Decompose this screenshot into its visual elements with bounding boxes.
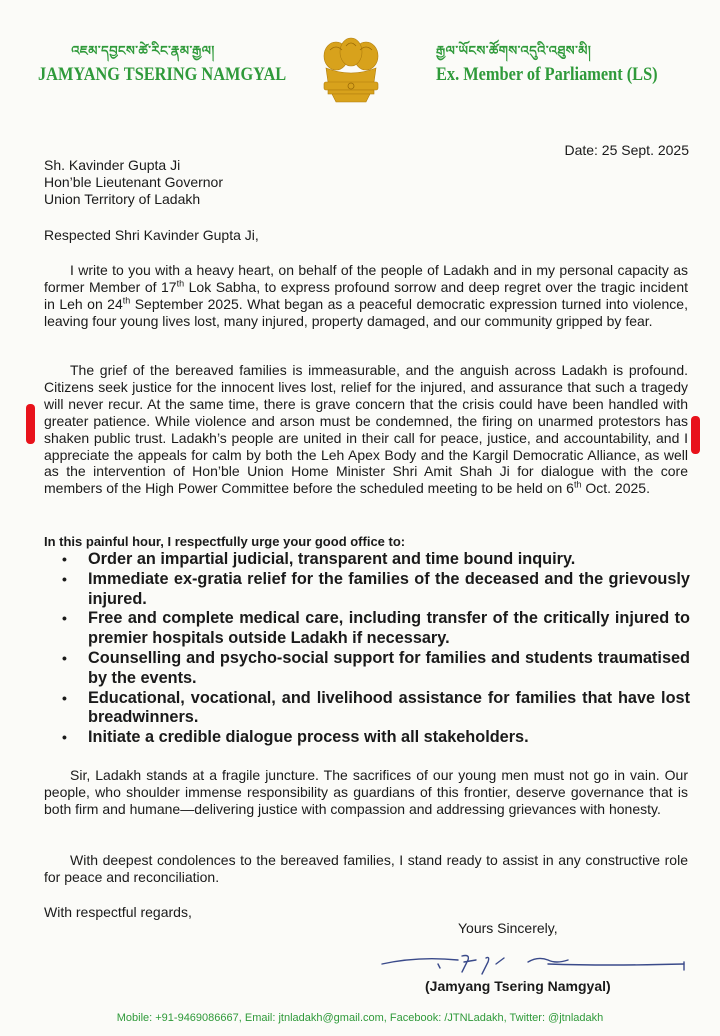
paragraph-4: With deepest condolences to the bereaved families, I stand ready to assist in any constructive role for peace and reconciliation.	[44, 852, 688, 885]
list-item: • Initiate a credible dialogue process with all stakeholders.	[62, 728, 529, 747]
sender-title: Ex. Member of Parliament (LS)	[436, 64, 658, 85]
contact-footer: Mobile: +91-9469086667, Email: jtnladakh@gmail.com, Facebook: /JTNLadakh, Twitter: @jtnladakh	[116, 1012, 604, 1024]
tibetan-name: འཇམ་དབྱངས་ཚེ་རིང་རྣམ་རྒྱལ།	[71, 44, 215, 59]
list-item: • Educational, vocational, and livelihood assistance for families that have lost breadwinners.	[62, 688, 690, 727]
sender-name: JAMYANG TSERING NAMGYAL	[38, 64, 287, 85]
tibetan-title: རྒྱལ་ཡོངས་ཚོགས་འདུའི་འཐུས་མི།	[436, 44, 592, 59]
recipient-line: Union Territory of Ladakh	[44, 191, 201, 207]
national-emblem-icon	[318, 34, 384, 110]
letterhead-right	[436, 44, 686, 86]
letter-date: Date: 25 Sept. 2025	[564, 142, 689, 158]
paragraph-3: Sir, Ladakh stands at a fragile juncture. The sacrifices of our young men must not go in vain. Our people, who shoulder immense responsibility as guardians of this frontier, deserve governance that is both firm and humane—delivering justice with compassion and addressing grievances with honesty.	[44, 767, 688, 817]
paragraph-2: The grief of the bereaved families is immeasurable, and the anguish across Ladakh is profound. Citizens seek justice for the innocent lives lost, relief for the injured, and assurance that such a tragedy will never recur. At the same time, there is grave concern that the crisis could have been handled with greater patience. While violence and arson must be condemned, the firing on unarmed protestors has shaken public trust. Ladakh’s people are united in their call for peace, justice, and accountability, and I appreciate the appeals for calm by both the Leh Apex Body and the Kargil Democratic Alliance, as well as the intervention of Hon’ble Union Home Minister Shri Amit Shah Ji for dialogue with the core members of the High Power Committee before the scheduled meeting to be held on 6th Oct. 2025.	[44, 362, 688, 497]
letterhead-left	[38, 44, 287, 86]
salutation: Respected Shri Kavinder Gupta Ji,	[44, 227, 259, 243]
list-item: • Counselling and psycho-social support for families and students traumatised by the events.	[62, 648, 690, 687]
signature	[378, 952, 688, 980]
recipient-address	[44, 157, 223, 208]
list-item: • Free and complete medical care, including transfer of the critically injured to premier hospitals outside Ladakh if necessary.	[62, 609, 690, 648]
highlight-marker-left	[26, 404, 35, 444]
list-item: • Order an impartial judicial, transparent and time bound inquiry.	[62, 550, 576, 568]
paragraph-1: I write to you with a heavy heart, on behalf of the people of Ladakh and in my personal capacity as former Member of 17th Lok Sabha, to express profound sorrow and deep regret over the tragic incident in Leh on 24th September 2025. What began as a peaceful democratic expression turned into violence, leaving four young lives lost, many injured, property damaged, and our community gripped by fear.	[44, 262, 688, 329]
recipient-line: Hon’ble Lieutenant Governor	[44, 174, 224, 190]
closing: With respectful regards,	[44, 904, 192, 920]
recipient-line: Sh. Kavinder Gupta Ji	[44, 157, 181, 173]
highlight-marker-right	[691, 416, 700, 454]
signatory-name: (Jamyang Tsering Namgyal)	[425, 978, 611, 994]
valediction: Yours Sincerely,	[458, 920, 558, 936]
request-list	[62, 550, 690, 748]
urge-intro: In this painful hour, I respectfully urge your good office to:	[44, 534, 406, 549]
list-item: • Immediate ex-gratia relief for the families of the deceased and the grievously injured.	[62, 569, 690, 608]
